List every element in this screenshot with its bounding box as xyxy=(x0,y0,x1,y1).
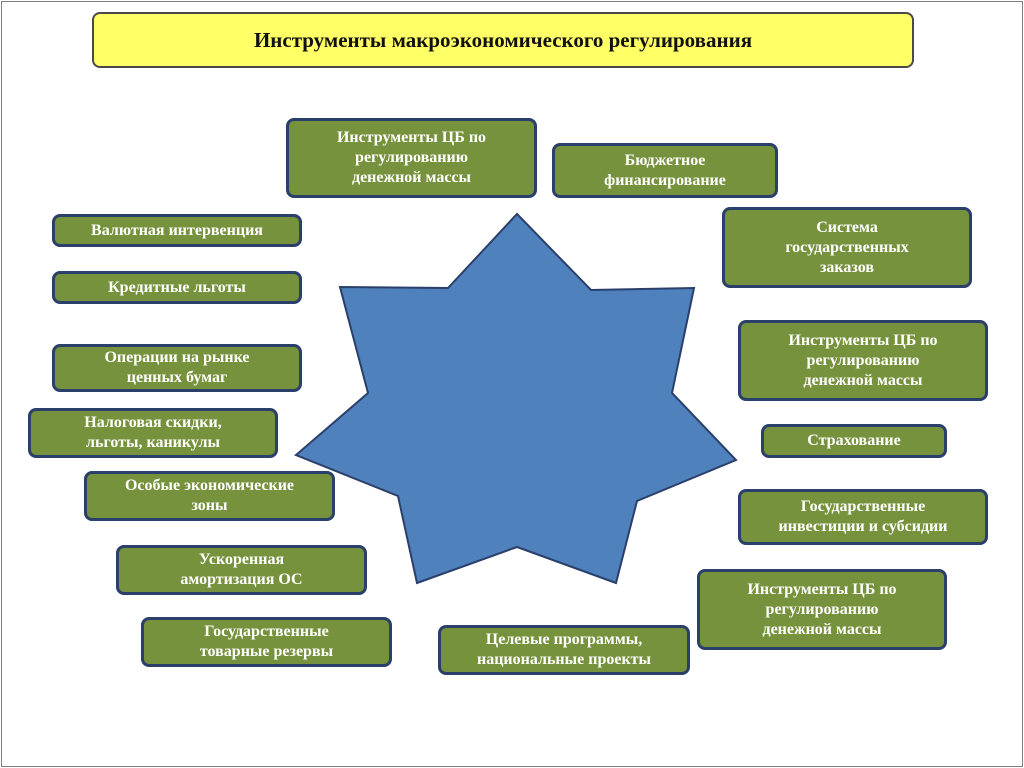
box-label: Операции на рынке ценных бумаг xyxy=(104,349,250,386)
box-label: Система государственных заказов xyxy=(785,218,909,276)
box-credit xyxy=(52,271,302,304)
box-label: Инструменты ЦБ по регулированию денежной массы xyxy=(747,580,897,638)
box-currency xyxy=(52,214,302,247)
box-label: Государственные инвестиции и субсидии xyxy=(778,498,948,535)
box-label: Валютная интервенция xyxy=(91,221,263,239)
box-programs xyxy=(438,625,690,675)
box-gov-orders xyxy=(722,207,972,288)
box-cb-bottom xyxy=(697,569,947,650)
box-label: Бюджетное финансирование xyxy=(604,151,726,189)
box-label: Инструменты ЦБ по регулированию денежной массы xyxy=(788,331,938,389)
box-insurance xyxy=(761,424,947,458)
box-investments xyxy=(738,489,988,545)
diagram-title: Инструменты макроэкономического регулирования xyxy=(253,27,753,52)
box-label: Страхование xyxy=(807,432,901,449)
box-cb-right xyxy=(738,320,988,401)
box-label: Налоговая скидки, льготы, каникулы xyxy=(84,414,222,451)
box-securities xyxy=(52,344,302,392)
box-label: Особые экономические зоны xyxy=(124,477,295,514)
box-sez xyxy=(84,471,335,521)
star-shape xyxy=(296,214,736,583)
box-label: Целевые программы, национальные проекты xyxy=(476,631,652,668)
box-label: Кредитные льготы xyxy=(108,278,246,296)
box-depreciation xyxy=(116,545,367,595)
box-budget xyxy=(552,143,778,198)
box-label: Ускоренная амортизация ОС xyxy=(180,551,303,588)
box-label: Государственные товарные резервы xyxy=(199,623,334,660)
box-reserves xyxy=(141,617,392,667)
box-label: Инструменты ЦБ по регулированию денежной массы xyxy=(336,129,487,186)
box-tax xyxy=(28,408,278,458)
box-cb-top xyxy=(286,118,537,198)
